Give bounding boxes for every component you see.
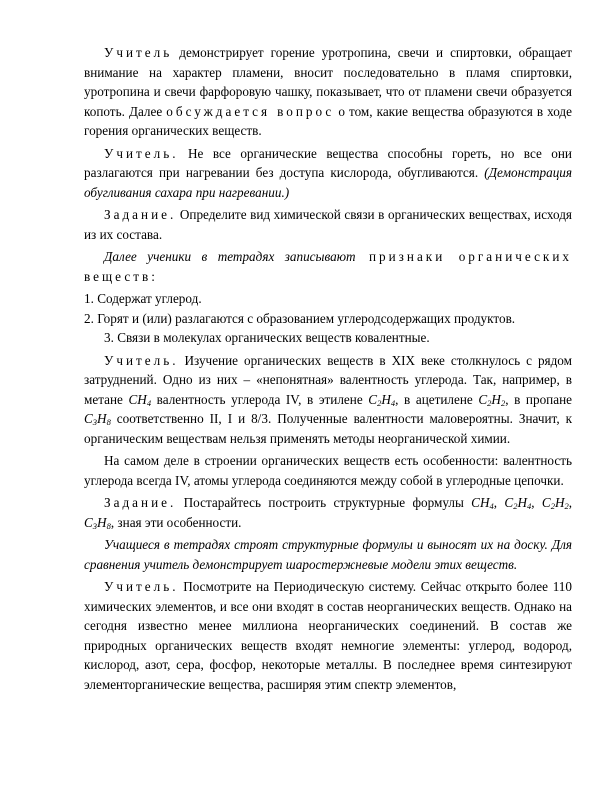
formula-ch4: $CH_4$ [471,495,494,511]
paragraph-text: , зная эти особенности. [110,514,242,530]
formula-c2h4: $C_2H_4$ [368,391,396,408]
formula-ch4: $CH_4$ [128,391,152,408]
paragraph-text: , в ацетилене [395,391,479,407]
paragraph-9 [84,577,572,694]
italic-note: Далее ученики в тетрадях записывают [104,249,356,264]
paragraph-text: Определите вид химической связи в органических веществах, исходя из их состава. [84,207,572,242]
paragraph-7: Задание. Постарайтесь построить структурные формулы $CH_4$, $C_2H_4$, $C_2H_2$, $C_3H_8$, зная эти особенности. [84,495,573,531]
paragraph-2 [84,144,572,203]
paragraph-text: , в пропане [505,391,572,407]
paragraph-text: о том, какие вещества образуются в ходе горения органических веществ. [84,103,572,138]
paragraph-6: На самом деле в строении органических веществ есть особенности: валентность углерода всегда IV, атомы углерода соединяются между собой в углеродные цепочки. [84,453,572,488]
speaker-label: Учитель. [104,352,179,368]
italic-note: (Демонстрация обугливания сахара при нагревании.) [84,165,573,200]
paragraph-4 [84,247,572,286]
formula-c2h2: $C_2H_2$ [541,495,569,511]
paragraph-text: Посмотрите на Периодическую систему. Сейчас открыто более 110 химических элементов, и все они входят в состав неорганических веществ. Однако на сегодня известно менее миллиона неорганических соединений. В состав же природных органических веществ входят немногие элементы: углерод, водород, кислород, азот, сера, фосфор, некоторые металлы. В последнее время синтезируют элементорганические вещества, расширяя этим спектр элементов, [84,579,572,692]
paragraph-text: Изучение органических веществ в XIX веке столкнулось с рядом затруднений. Одно из них – «непонятная» валентность углерода. Так, например, в метане [84,352,572,407]
paragraph-1 [84,43,572,141]
speaker-label: Учитель [104,45,173,60]
paragraph-text: Не все органические вещества способны гореть, но все они разлагаются при нагревании без доступа кислорода, обугливаются. [84,145,572,180]
speaker-label: Учитель. [104,579,179,594]
list-item: 3. Связи в молекулах органических веществ ковалентные. [104,330,430,345]
spaced-phrase: признаки органических веществ [84,249,572,284]
formula-c2h2: $C_2H_2$ [478,391,506,408]
task-label: Задание. [104,495,177,510]
speaker-label: Учитель. [104,145,179,161]
paragraph-8: Учащиеся в тетрадях строят структурные формулы и выносят их на доску. Для сравнения учитель демонстрирует шаростержневые модели этих веществ. [84,537,572,572]
list-item: 1. Содержат углерод. [84,291,202,306]
paragraph-text: : [151,268,155,284]
paragraph-text: валентность углерода IV, в этилене [151,391,369,407]
formula-c2h4: $C_2H_4$ [504,495,532,511]
list-item: 2. Горят и (или) разлагаются с образованием углеродсодержащих продуктов. [84,310,516,326]
paragraph-3 [84,205,572,244]
paragraph-text: соответственно II, I и 8/3. Полученные валентности маловероятны. Значит, к органическим веществам нельзя применять методы неорганической химии. [84,411,572,446]
formula-c3h8: $C_3H_8$ [84,514,111,531]
formula-c3h8: $C_3H_8$ [84,411,111,427]
paragraph-text: демонстрирует горение уротропина, свечи и спиртовки, обращает внимание на характер пламени, вносит последовательно в пламя спиртовки, уротропина и свечи фарфоровую чашку, показывает, что от пламени свечи образуется копоть. Далее [84,45,572,119]
spaced-phrase: обсуждается вопрос [166,103,335,119]
document-page [84,43,572,697]
task-label: Задание. [104,207,177,222]
paragraph-text: Постарайтесь построить структурные формулы [176,495,472,510]
paragraph-5 [84,351,572,449]
